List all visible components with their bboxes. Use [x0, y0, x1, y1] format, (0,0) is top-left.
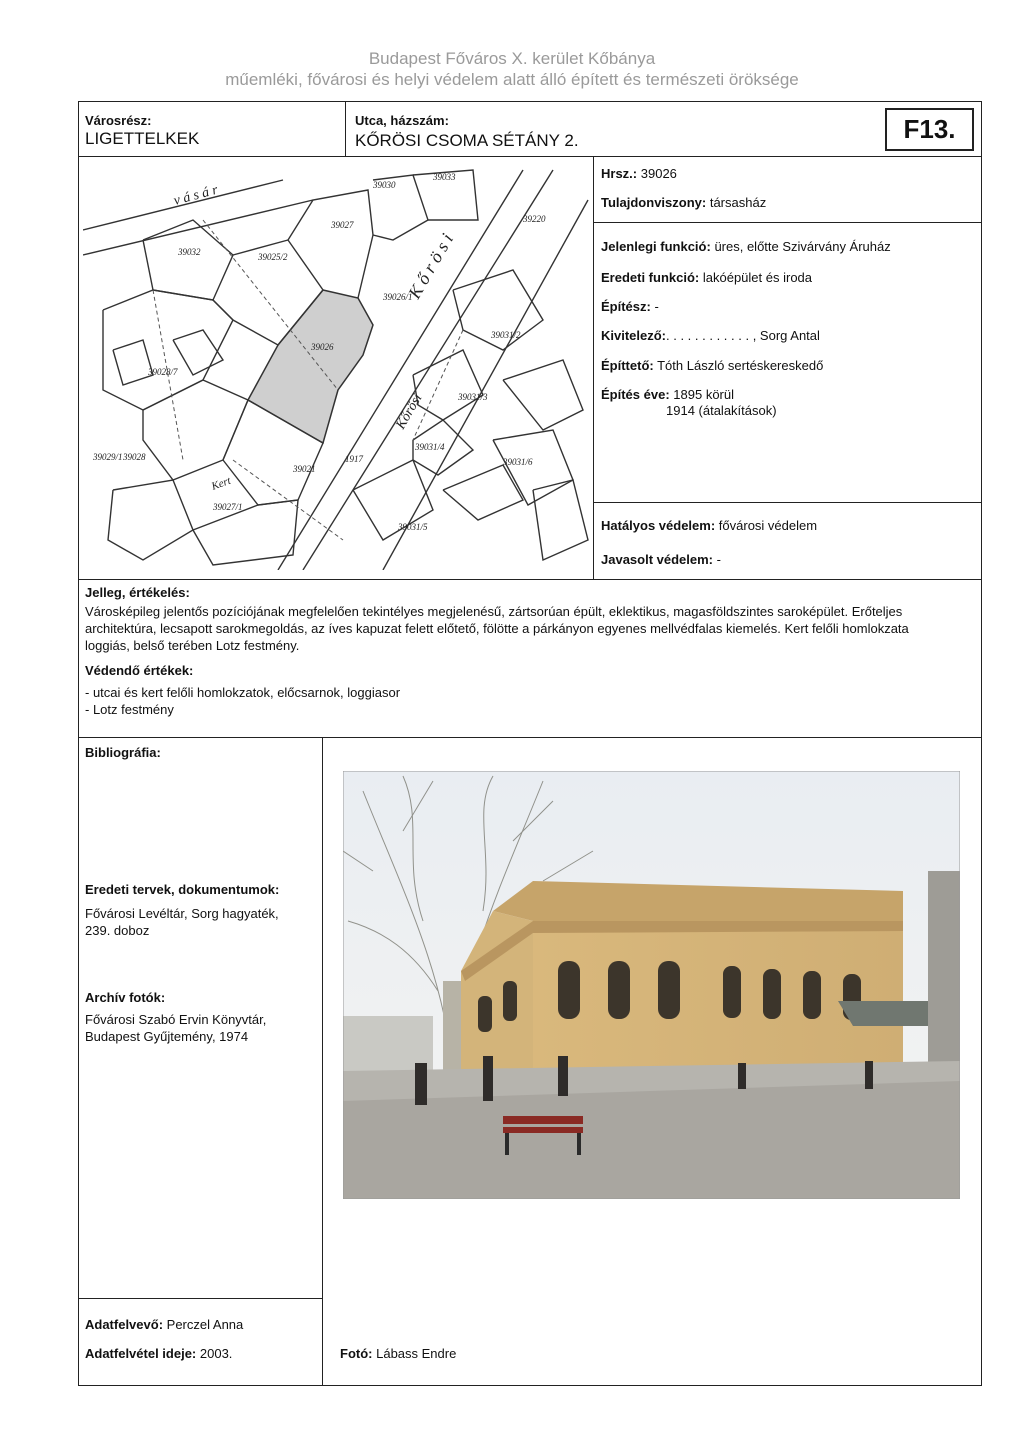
recorder-field: Adatfelvevő: Perczel Anna: [85, 1317, 244, 1332]
svg-text:39031/3: 39031/3: [458, 392, 488, 402]
jelleg-line: Városképileg jelentős pozíciójának megfelelően tekintélyes megjelenésű, zártsorúan épült, eklektikus, magasföldszintes saroképület. Erőteljes: [85, 604, 903, 619]
suggested-protection-field: Javasolt védelem: -: [601, 552, 721, 567]
jelleg-text: [85, 603, 980, 654]
divider-left-column: [322, 737, 323, 1386]
street-label: Utca, házszám:: [355, 113, 449, 128]
bibliography-label: Bibliográfia:: [85, 745, 161, 760]
svg-text:Kőrösi: Kőrösi: [393, 391, 426, 432]
svg-text:39026/1: 39026/1: [383, 292, 413, 302]
divider-top-row: [78, 156, 982, 157]
svg-text:39027/1: 39027/1: [213, 502, 243, 512]
divider-jelleg: [78, 737, 982, 738]
divider-map-info: [593, 156, 594, 580]
svg-text:Kert: Kert: [209, 474, 233, 493]
svg-text:39031/5: 39031/5: [398, 522, 428, 532]
record-date-field: Adatfelvétel ideje: 2003.: [85, 1346, 233, 1361]
divider-district-street: [345, 101, 346, 157]
svg-text:39032: 39032: [178, 247, 201, 257]
building-photo: [343, 771, 960, 1199]
divider-map-row: [78, 579, 982, 580]
svg-text:39030: 39030: [373, 180, 396, 190]
original-function-field: Eredeti funkció: lakóépület és iroda: [601, 270, 813, 285]
architect-field: Építész: -: [601, 299, 659, 314]
svg-text:39021: 39021: [293, 464, 316, 474]
svg-text:39033: 39033: [433, 172, 456, 182]
list-item: - Lotz festmény: [85, 702, 174, 717]
svg-text:39031/2: 39031/2: [491, 330, 521, 340]
build-year-field: Építés éve: 1895 körül: [601, 387, 734, 402]
district-label: Városrész:: [85, 113, 152, 128]
build-year-second: 1914 (átalakítások): [666, 403, 777, 418]
builder-field: Kivitelező:. . . . . . . . . . . . , Sorg Antal: [601, 328, 820, 343]
svg-text:v á s á r: v á s á r: [172, 182, 220, 209]
sheet-code: F13.: [885, 108, 974, 151]
svg-text:39027: 39027: [331, 220, 354, 230]
archive-photos-text: Fővárosi Szabó Ervin Könyvtár, Budapest Gyűjtemény, 1974: [85, 1012, 267, 1044]
archive-photos-label: Archív fotók:: [85, 990, 166, 1005]
jelleg-label: Jelleg, értékelés:: [85, 585, 190, 600]
hrsz-field: Hrsz.: 39026: [601, 166, 677, 181]
header-subtitle: műemléki, fővárosi és helyi védelem alatt álló épített és természeti öröksége: [225, 70, 799, 89]
photographer-field: Fotó: Lábass Endre: [340, 1346, 457, 1361]
svg-text:1917: 1917: [345, 454, 363, 464]
divider-protection: [593, 502, 982, 503]
svg-text:K ő r ö s i: K ő r ö s i: [404, 230, 458, 302]
svg-text:39031/4: 39031/4: [415, 442, 445, 452]
protection-field: Hatályos védelem: fővárosi védelem: [601, 518, 818, 533]
svg-text:39025/2: 39025/2: [258, 252, 288, 262]
district-value: LIGETTELKEK: [85, 129, 200, 148]
svg-text:39028/7: 39028/7: [148, 367, 178, 377]
header-title: Budapest Főváros X. kerület Kőbánya: [368, 49, 656, 68]
jelleg-line: architektúra, lecsapott sarokmegoldás, az íves kapuzat felett előtető, fölötte a párkányon egyenes mellvédfalas kiemelés. Kert felőli homlokzata: [85, 621, 909, 636]
original-plans-text: Fővárosi Levéltár, Sorg hagyaték, 239. doboz: [85, 906, 279, 938]
list-item: - utcai és kert felőli homlokzatok, előcsarnok, loggiasor: [85, 685, 401, 700]
original-plans-label: Eredeti tervek, dokumentumok:: [85, 882, 280, 897]
svg-text:39028: 39028: [123, 452, 146, 462]
current-function-field: Jelenlegi funkció: üres, előtte Szivárvány Áruház: [601, 239, 891, 254]
jelleg-line: loggiás, belső terében Lotz festmény.: [85, 638, 300, 653]
svg-text:39031/6: 39031/6: [503, 457, 533, 467]
svg-text:39026: 39026: [311, 342, 334, 352]
svg-text:39220: 39220: [523, 214, 546, 224]
divider-owner: [593, 222, 982, 223]
svg-text:39029/1: 39029/1: [93, 452, 123, 462]
divider-footer: [78, 1298, 322, 1299]
client-field: Építtető: Tóth László sertéskereskedő: [601, 358, 824, 373]
cadastral-map: [83, 160, 593, 570]
protected-values-list: [85, 684, 980, 718]
protected-values-label: Védendő értékek:: [85, 663, 194, 678]
ownership-field: Tulajdonviszony: társasház: [601, 195, 767, 210]
street-value: KŐRÖSI CSOMA SÉTÁNY 2.: [355, 131, 579, 150]
